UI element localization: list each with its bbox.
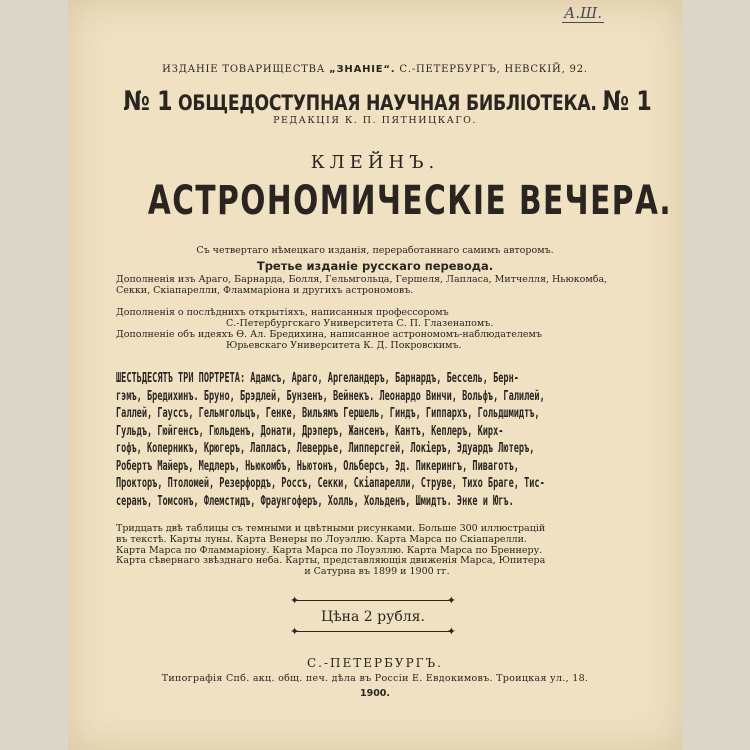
publisher-line (68, 64, 682, 75)
tables-line: Карта сѣвернаго звѣзднаго неба. Карты, представляющія движенія Марса, Юпитера (116, 555, 546, 567)
portraits-line: ШЕСТЬДЕСЯТЪ ТРИ ПОРТРЕТА: Адамсъ, Араго, Аргеландеръ, Барнардъ, Бессель, Берн- (116, 371, 519, 386)
supplements-bredikhin-line1: Дополненіе объ идеяхъ Ө. Ал. Бредихина, написанное астрономомъ-наблюдателемъ (116, 329, 542, 340)
portraits-line: гэмъ, Бредихинъ. Бруно, Брэдлей, Бунзенъ, Вейнекъ. Леонардо Винчи, Вольфъ, Галилей, (116, 388, 545, 404)
handwritten-mark: А.Ш. (563, 4, 602, 22)
author-name: КЛЕЙНЪ. (310, 152, 440, 173)
supplements-glazenap-line2: С.-Петербургскаго Университета С. П. Глазенапомъ. (226, 317, 494, 329)
portraits-line: Гульдъ, Гюйгенсъ, Гюльденъ, Донати, Дрэперъ, Жансенъ, Кантъ, Кеплеръ, Кирх- (116, 423, 504, 439)
tables-line: Тридцать двѣ таблицы съ темными и цвѣтными рисунками. Больше 300 иллюстрацій (116, 523, 546, 534)
supplements-contributors: Дополненія изъ Араго, Барнарда, Болля, Гельмгольца, Гершеля, Лапласа, Митчелля, Ньюкомба, Секки, Скіапарелли, Фламмаріона и другихъ астрономовъ. (116, 274, 608, 296)
imprint-year: 1900. (359, 688, 391, 699)
imprint-city: С.-ПЕТЕРБУРГЪ. (307, 656, 443, 670)
publisher-name: „ЗНАНІЕ“. (329, 64, 396, 75)
supplements-bredikhin (116, 330, 636, 351)
title-page (68, 0, 682, 750)
supplements-bredikhin-line2: Юрьевскаго Университета К. Д. Покровскимъ. (226, 339, 462, 351)
price-frame (290, 594, 456, 638)
portraits-line: Прокторъ, Птоломей, Резерфордъ, Россъ, Секки, Скіапарелли, Струве, Тихо Браге, Тис- (116, 476, 545, 491)
portraits-line: серанъ, Томсонъ, Флемстидъ, Фраунгоферъ, Холль, Хольденъ, Шмидтъ. Энке и Югъ. (116, 493, 514, 509)
publisher-prefix: ИЗДАНІЕ ТОВАРИЩЕСТВА (162, 64, 326, 75)
tables-line: Карта Марса по Фламмаріону. Карта Марса по Лоуэллю. Карта Марса по Бреннеру. (116, 544, 543, 556)
series-name: ОБЩЕДОСТУПНАЯ НАУЧНАЯ БИБЛІОТЕКА. (178, 91, 597, 115)
tables-description (116, 524, 638, 578)
editor-line: РЕДАКЦІЯ К. П. ПЯТНИЦКАГО. (273, 115, 477, 126)
publisher-address: С.-ПЕТЕРБУРГЪ, НЕВСКІЙ, 92. (399, 64, 588, 75)
star-ornament-icon: ✦ (446, 625, 456, 638)
tables-line: въ текстѣ. Карты луны. Карта Венеры по Лоуэллю. Карта Марса по Скіапарелли. (116, 533, 527, 545)
portraits-line: Робертъ Майеръ, Медлеръ, Ньюкомбъ, Ньютонъ, Ольберсъ, Эд. Пикерингъ, Пиваготъ, (116, 458, 519, 474)
edition-line: Третье изданіе русскаго перевода. (256, 259, 494, 273)
star-ornament-icon: ✦ (446, 594, 456, 607)
imprint-printer: Типографія Спб. акц. общ. печ. дѣла въ Россіи Е. Евдокимовъ. Троицкая ул., 18. (161, 673, 589, 684)
tables-line: и Сатурна въ 1899 и 1900 гг. (304, 566, 450, 578)
edition-note: Съ четвертаго нѣмецкаго изданія, переработаннаго самимъ авторомъ. (196, 245, 554, 256)
star-ornament-icon: ✦ (290, 594, 300, 607)
supplements-glazenap-line1: Дополненія о послѣднихъ открытіяхъ, написанныя профессоромъ (116, 307, 449, 318)
series-line (123, 86, 652, 117)
price-label: Цѣна 2 рубля. (321, 609, 425, 625)
portraits-list (116, 370, 545, 510)
portraits-line: Галлей, Гауссъ, Гельмгольцъ, Генке, Вильямъ Гершель, Гиндъ, Гиппархъ, Гольдшмидтъ, (116, 406, 540, 421)
supplements-glazenap (116, 308, 636, 329)
series-number-left: № 1 (123, 86, 173, 117)
book-title: АСТРОНОМИЧЕСКІЕ ВЕЧЕРА. (147, 178, 673, 224)
portraits-line: гофъ, Коперникъ, Крюгеръ, Лапласъ, Леверрье, Липперсгей, Локіеръ, Эдуардъ Лютеръ, (116, 441, 535, 456)
star-ornament-icon: ✦ (290, 625, 300, 638)
series-number-right: № 1 (602, 86, 652, 117)
